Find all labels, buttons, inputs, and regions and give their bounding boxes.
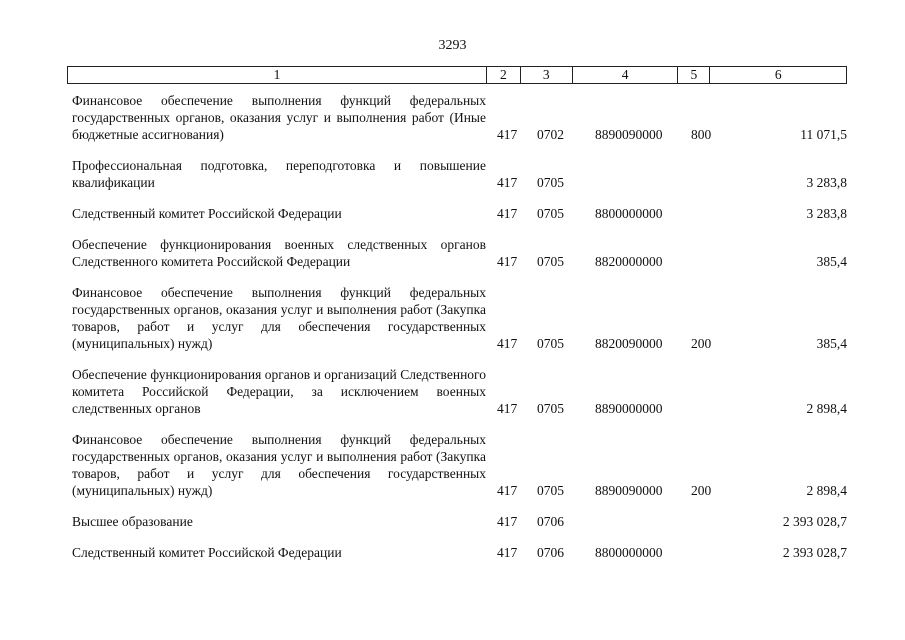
row-name: Финансовое обеспечение выполнения функций федеральных государственных органов, оказания услуг и выполнения работ (Закупка товаров, работ и услуг для обеспечения государственных (муниципальных) нужд) [72,285,486,351]
header-col-5: 5 [678,67,710,83]
row-col-2: 417 [497,336,518,351]
row-col-6: 2 898,4 [806,483,847,498]
row-col-4: 8820090000 [595,336,663,351]
row-col-3: 0705 [537,401,564,416]
row-col-3: 0702 [537,127,564,142]
row-col-6: 385,4 [816,336,847,351]
row-col-4: 8890090000 [595,483,663,498]
table-row [72,205,847,222]
row-col-6: 385,4 [816,254,847,269]
row-col-2: 417 [497,175,518,190]
row-col-4: 8800000000 [595,545,663,560]
header-col-1: 1 [68,67,487,83]
row-name: Следственный комитет Российской Федерации [72,545,342,560]
row-col-2: 417 [497,514,518,529]
row-col-4: 8890000000 [595,401,663,416]
row-col-2: 417 [497,483,518,498]
row-name: Высшее образование [72,514,193,529]
row-col-6: 2 898,4 [806,401,847,416]
table-row [72,431,847,499]
header-col-2: 2 [487,67,521,83]
header-col-6: 6 [774,67,782,82]
header-col-3: 3 [521,67,573,83]
table-row [72,157,847,191]
row-col-3: 0705 [537,483,564,498]
row-col-6: 2 393 028,7 [782,545,847,560]
row-col-3: 0705 [537,336,564,351]
row-col-2: 417 [497,206,518,221]
table-row [72,366,847,417]
header-col-4: 4 [573,67,679,83]
table-body [72,92,847,575]
row-name: Финансовое обеспечение выполнения функций федеральных государственных органов, оказания услуг и выполнения работ (Иные бюджетные ассигнования) [72,93,486,142]
row-col-3: 0706 [537,514,564,529]
row-col-6: 11 071,5 [800,127,847,142]
table-row [72,236,847,270]
table-row [72,513,847,530]
row-col-6: 2 393 028,7 [782,514,847,529]
row-name: Финансовое обеспечение выполнения функций федеральных государственных органов, оказания услуг и выполнения работ (Закупка товаров, работ и услуг для обеспечения государственных (муниципальных) нужд) [72,432,486,498]
row-col-5: 800 [691,127,712,142]
row-col-6: 3 283,8 [806,175,847,190]
row-col-5: 200 [691,336,712,351]
row-col-2: 417 [497,127,518,142]
row-col-3: 0705 [537,206,564,221]
row-col-3: 0705 [537,254,564,269]
row-col-2: 417 [497,545,518,560]
row-name: Следственный комитет Российской Федерации [72,206,342,221]
row-name: Обеспечение функционирования органов и организаций Следственного комитета Российской Федерации, за исключением военных следственных органов [72,367,486,416]
row-name: Профессиональная подготовка, переподготовка и повышение квалификации [72,158,486,190]
row-col-2: 417 [497,254,518,269]
row-col-3: 0706 [537,545,564,560]
table-row [72,544,847,561]
row-col-4: 8800000000 [595,206,663,221]
table-header [67,66,847,84]
row-col-4: 8820000000 [595,254,663,269]
row-name: Обеспечение функционирования военных следственных органов Следственного комитета Российской Федерации [72,237,486,269]
row-col-2: 417 [497,401,518,416]
page-number: 3293 [438,38,467,53]
table-row [72,92,847,143]
row-col-5: 200 [691,483,712,498]
row-col-4: 8890090000 [595,127,663,142]
row-col-6: 3 283,8 [806,206,847,221]
row-col-3: 0705 [537,175,564,190]
table-row [72,284,847,352]
